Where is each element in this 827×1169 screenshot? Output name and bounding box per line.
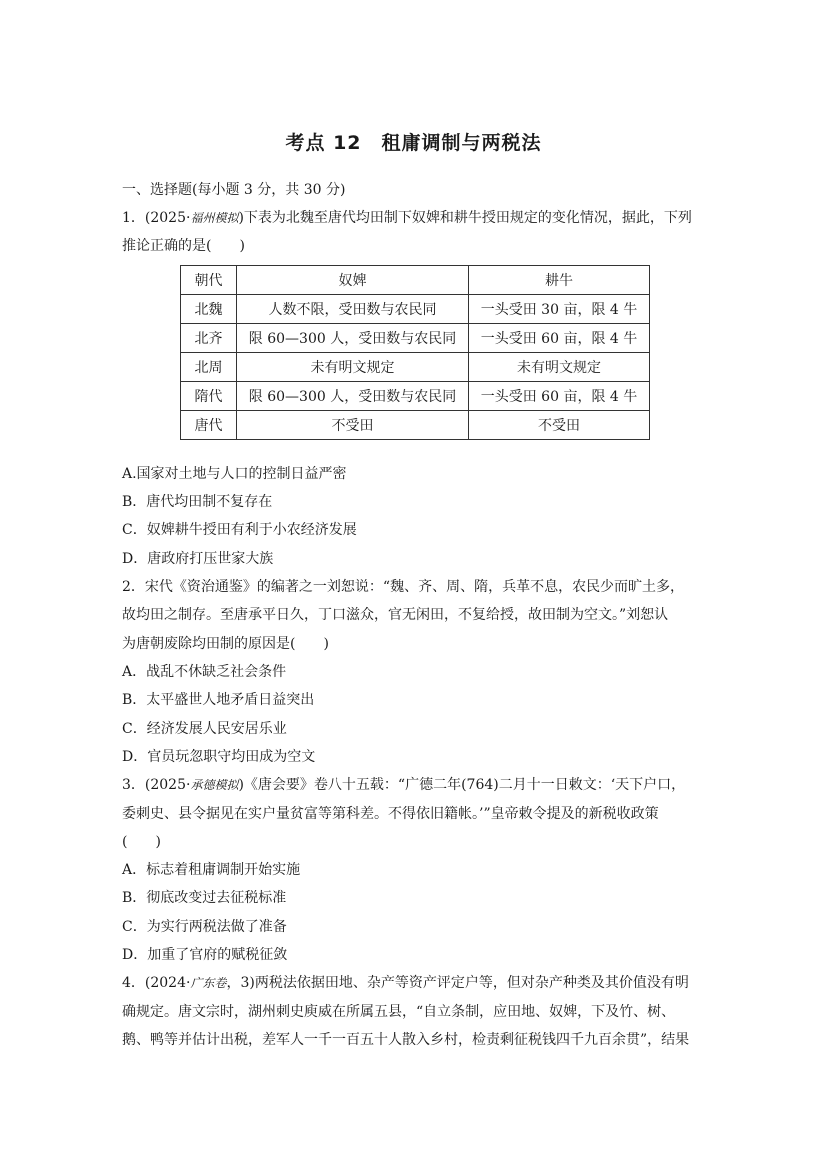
table-cell: 北齐: [181, 324, 237, 353]
q2-option-a: A．战乱不休缺乏社会条件: [122, 664, 287, 680]
table-header-cell: 耕牛: [469, 266, 650, 295]
table-header-cell: 奴婢: [237, 266, 469, 295]
table-cell: 隋代: [181, 382, 237, 411]
q1-table: [180, 265, 650, 440]
q3-text: )《唐会要》卷八十五载：“广德二年(764)二月十一日敕文：‘天下户口，: [238, 777, 686, 793]
q4-line3: 鹅、鸭等并估计出税，差军人一千一百五十人散入乡村，检责剩征税钱四千九百余贯”，结果: [122, 1032, 690, 1048]
q2-line1: 2．宋代《资治通鉴》的编著之一刘恕说：“魏、齐、周、隋，兵革不息，农民少而旷土多，: [122, 579, 685, 595]
q4-source: 广东卷: [190, 976, 227, 990]
q1-text: )下表为北魏至唐代均田制下奴婢和耕牛授田规定的变化情况，据此，下列: [238, 210, 692, 226]
q3-line2: 委刺史、县令据见在实户量贫富等第科差。不得依旧籍帐。’”皇帝敕令提及的新税收政策: [122, 806, 659, 822]
q3-option-d: D．加重了官府的赋税征敛: [122, 947, 288, 963]
q4-text: ，3)两税法依据田地、杂产等资产评定户等，但对杂产种类及其价值没有明: [226, 975, 689, 991]
q2-option-b: B．太平盛世人地矛盾日益突出: [122, 692, 315, 708]
q3-option-b: B．彻底改变过去征税标准: [122, 890, 287, 906]
table-cell: 一头受田 60 亩，限 4 牛: [469, 382, 650, 411]
q3-number: 3．(2025·: [122, 777, 191, 793]
q4-number: 4．(2024·: [122, 975, 191, 991]
table-cell: 一头受田 30 亩，限 4 牛: [469, 295, 650, 324]
q2-option-c: C．经济发展人民安居乐业: [122, 721, 287, 737]
q3-line1: [122, 775, 685, 795]
table-header-row: [181, 266, 650, 295]
q3-option-c: C．为实行两税法做了准备: [122, 919, 287, 935]
q1-option-a: A.国家对土地与人口的控制日益严密: [122, 466, 347, 482]
table-cell: 限 60—300 人，受田数与农民同: [237, 324, 469, 353]
table-cell: 人数不限，受田数与农民同: [237, 295, 469, 324]
table-row: [181, 324, 650, 353]
q2-option-d: D．官员玩忽职守均田成为空文: [122, 749, 316, 765]
table-cell: 一头受田 60 亩，限 4 牛: [469, 324, 650, 353]
table-row: [181, 353, 650, 382]
q3-source: 承德模拟: [190, 778, 239, 792]
table-row: [181, 295, 650, 324]
q2-line2: 故均田之制存。至唐承平日久，丁口滋众，官无闲田，不复给授，故田制为空文。”刘恕认: [122, 607, 669, 623]
q3-line3: ( ): [122, 834, 161, 850]
q1-option-b: B．唐代均田制不复存在: [122, 494, 273, 510]
q2-line3: 为唐朝废除均田制的原因是( ): [122, 636, 329, 652]
table-cell: 限 60—300 人，受田数与农民同: [237, 382, 469, 411]
q4-line1: [122, 973, 689, 993]
q1-option-d: D．唐政府打压世家大族: [122, 551, 274, 567]
q1-line2: 推论正确的是( ): [122, 238, 245, 254]
table-cell: 未有明文规定: [237, 353, 469, 382]
q1-source: 福州模拟: [190, 211, 239, 225]
table-cell: 唐代: [181, 411, 237, 440]
table-header-cell: 朝代: [181, 266, 237, 295]
table-cell: 北魏: [181, 295, 237, 324]
q1-option-c: C．奴婢耕牛授田有利于小农经济发展: [122, 522, 357, 538]
table-cell: 未有明文规定: [469, 353, 650, 382]
q1-line1: [122, 208, 692, 228]
table-cell: 北周: [181, 353, 237, 382]
table-row: [181, 411, 650, 440]
table-row: [181, 382, 650, 411]
table-cell: 不受田: [237, 411, 469, 440]
table-cell: 不受田: [469, 411, 650, 440]
section-heading: 一、选择题(每小题 3 分，共 30 分): [122, 182, 346, 198]
q4-line2: 确规定。唐文宗时，湖州刺史庾威在所属五县，“自立条制，应田地、奴婢，下及竹、树、: [122, 1004, 676, 1020]
q1-number: 1．(2025·: [122, 210, 191, 226]
q3-option-a: A．标志着租庸调制开始实施: [122, 862, 301, 878]
page-title: 考点 12 租庸调制与两税法: [285, 132, 542, 154]
